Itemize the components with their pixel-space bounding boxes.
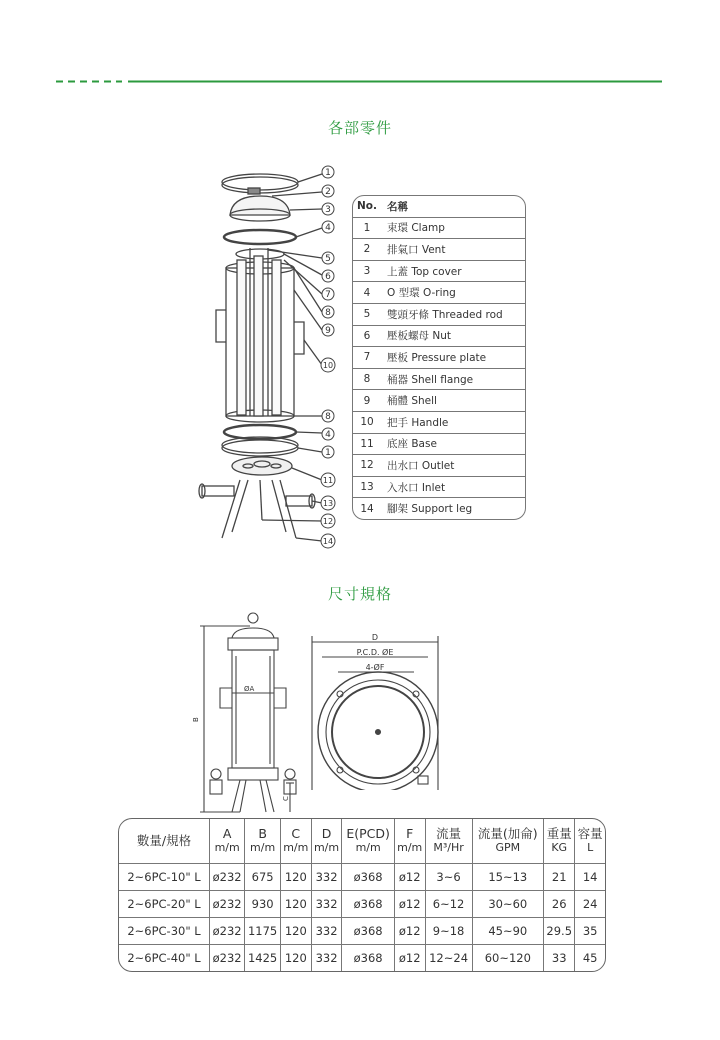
part-no: 14 — [360, 502, 374, 515]
parts-table-header — [353, 196, 525, 217]
cell: 120 — [280, 863, 311, 890]
callout: 10 — [322, 361, 334, 370]
part-name: 排氣口 Vent — [387, 243, 446, 256]
cell: 60~120 — [472, 945, 544, 971]
cell: 21 — [544, 863, 575, 890]
part-name: 入水口 Inlet — [387, 481, 446, 494]
cell: ø232 — [210, 945, 245, 971]
dim-label-c: C — [282, 796, 290, 801]
table-row — [353, 433, 525, 455]
part-name: 雙頭牙條 Threaded rod — [387, 308, 503, 321]
header-no: No. — [357, 200, 377, 213]
cell: ø368 — [342, 863, 394, 890]
table-row — [353, 260, 525, 282]
cell: 9~18 — [425, 917, 472, 944]
callout: 4 — [325, 430, 331, 440]
part-no: 13 — [360, 481, 374, 494]
col-header: D m/m — [311, 819, 342, 863]
cell: ø12 — [394, 890, 425, 917]
part-name: 桶體 Shell — [387, 395, 437, 408]
callout: 8 — [325, 308, 331, 318]
part-name: 把手 Handle — [387, 416, 449, 429]
table-row — [119, 890, 605, 917]
part-name: O 型環 O-ring — [387, 287, 456, 300]
spec-header-row — [119, 819, 605, 863]
dim-label-a: ØA — [244, 685, 255, 693]
callout: 12 — [322, 517, 334, 526]
cell: 332 — [311, 863, 342, 890]
col-header: 數量/規格 — [119, 819, 210, 863]
cell: 332 — [311, 917, 342, 944]
cell: 30~60 — [472, 890, 544, 917]
cell: 1425 — [245, 945, 281, 971]
dim-label-b: B — [192, 717, 200, 722]
part-no: 12 — [360, 459, 374, 472]
cell: 120 — [280, 945, 311, 971]
table-row — [119, 863, 605, 890]
table-row — [353, 411, 525, 433]
dim-label-pcd: P.C.D. ØE — [356, 648, 394, 657]
cell: 29.5 — [544, 917, 575, 944]
cell: 26 — [544, 890, 575, 917]
part-name: 上蓋 Top cover — [387, 265, 462, 278]
table-row — [353, 217, 525, 239]
callout: 8 — [325, 412, 331, 422]
cell: 6~12 — [425, 890, 472, 917]
cell: 2~6PC-40" L — [119, 945, 210, 971]
cell: 15~13 — [472, 863, 544, 890]
cell: ø232 — [210, 890, 245, 917]
table-row — [353, 238, 525, 260]
table-row — [119, 917, 605, 944]
cell: 33 — [544, 945, 575, 971]
col-header: 重量 KG — [544, 819, 575, 863]
part-name: 腳架 Support leg — [387, 503, 473, 516]
part-name: 出水口 Outlet — [387, 459, 455, 472]
cell: 45~90 — [472, 917, 544, 944]
callout: 14 — [322, 537, 334, 546]
cell: ø12 — [394, 917, 425, 944]
callout: 4 — [325, 223, 331, 233]
cell: ø12 — [394, 945, 425, 971]
cell: 2~6PC-10" L — [119, 863, 210, 890]
cell: 45 — [575, 945, 605, 971]
table-row — [353, 497, 525, 519]
part-no: 2 — [363, 243, 371, 256]
cell: 2~6PC-30" L — [119, 917, 210, 944]
part-no: 6 — [363, 329, 371, 342]
header-name: 名稱 — [387, 200, 408, 213]
cell: 2~6PC-20" L — [119, 890, 210, 917]
table-row — [119, 945, 605, 971]
callout: 7 — [325, 290, 331, 300]
cell: 24 — [575, 890, 605, 917]
table-row — [353, 325, 525, 347]
part-no: 7 — [363, 351, 371, 364]
cell: ø368 — [342, 945, 394, 971]
table-row — [353, 346, 525, 368]
cell: 1175 — [245, 917, 281, 944]
col-header: A m/m — [210, 819, 245, 863]
callout: 13 — [322, 499, 334, 508]
spec-table — [118, 818, 606, 972]
callout: 3 — [325, 205, 331, 215]
dim-label-d: D — [371, 633, 379, 642]
col-header: 容量 L — [575, 819, 605, 863]
col-header: B m/m — [245, 819, 281, 863]
callout: 2 — [325, 187, 331, 197]
part-no: 9 — [363, 394, 371, 407]
callout: 11 — [322, 476, 334, 485]
table-row — [353, 389, 525, 411]
cell: ø12 — [394, 863, 425, 890]
part-no: 11 — [360, 437, 374, 450]
col-header: F m/m — [394, 819, 425, 863]
part-no: 10 — [360, 416, 374, 429]
col-header: 流量 M³/Hr — [425, 819, 472, 863]
callout: 9 — [325, 326, 331, 336]
col-header: C m/m — [280, 819, 311, 863]
part-name: 壓板螺母 Nut — [387, 330, 451, 343]
parts-section-title: 各部零件 — [327, 119, 392, 137]
cell: 332 — [311, 890, 342, 917]
parts-table — [352, 195, 526, 520]
callout: 1 — [325, 168, 331, 178]
part-no: 8 — [363, 373, 371, 386]
callout: 5 — [325, 254, 331, 264]
part-no: 5 — [363, 308, 371, 321]
part-name: 桶器 Shell flange — [387, 373, 474, 386]
cell: 14 — [575, 863, 605, 890]
col-header: 流量(加侖) GPM — [472, 819, 544, 863]
table-row — [353, 303, 525, 325]
exploded-view-diagram — [192, 160, 352, 555]
part-name: 壓板 Pressure plate — [387, 351, 487, 364]
dimensions-section-title: 尺寸規格 — [327, 585, 392, 603]
cell: 3~6 — [425, 863, 472, 890]
part-name: 底座 Base — [387, 438, 437, 451]
cell: ø232 — [210, 917, 245, 944]
cell: 120 — [280, 917, 311, 944]
part-no: 3 — [363, 265, 371, 278]
cell: 930 — [245, 890, 281, 917]
cell: 332 — [311, 945, 342, 971]
callout: 1 — [325, 448, 331, 458]
top-view-drawing — [310, 630, 460, 790]
table-row — [353, 454, 525, 476]
cell: 35 — [575, 917, 605, 944]
cell: ø368 — [342, 890, 394, 917]
cell: 12~24 — [425, 945, 472, 971]
section-divider — [56, 80, 662, 83]
table-row — [353, 368, 525, 390]
cell: 120 — [280, 890, 311, 917]
table-row — [353, 281, 525, 303]
callout: 6 — [325, 272, 331, 282]
cell: ø368 — [342, 917, 394, 944]
part-no: 4 — [363, 286, 371, 299]
col-header: E(PCD) m/m — [342, 819, 394, 863]
dim-label-holes: 4-ØF — [365, 663, 385, 672]
part-no: 1 — [363, 221, 371, 234]
part-name: 束環 Clamp — [387, 222, 445, 235]
cell: ø232 — [210, 863, 245, 890]
table-row — [353, 476, 525, 498]
cell: 675 — [245, 863, 281, 890]
